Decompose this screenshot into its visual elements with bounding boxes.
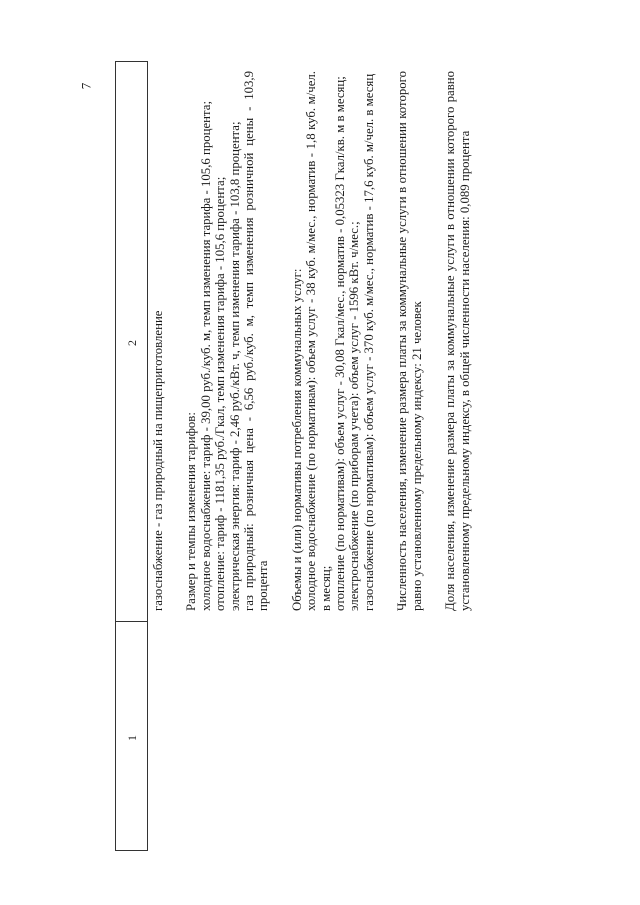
table-column-divider (115, 621, 147, 622)
tariff-cold-water: холодное водоснабжение: тариф - 39,00 руб./куб. м, темп изменения тарифа - 105,6 процента; (198, 101, 213, 611)
tariff-gas: газ природный: розничная цена - 6,56 руб./куб. м, темп изменения розничной цены - 103,9 процента (242, 71, 271, 611)
population-share: Доля населения, изменение размера платы за коммунальные услуги в отношении которого равно установленному предельному индексу, в общей численности населения: 0,089 процента (443, 71, 472, 611)
volumes-heading: Объемы и (или) нормативы потребления коммунальных услуг: (289, 268, 304, 611)
table-top-border (115, 61, 116, 851)
volume-heating: отопление (по нормативам): объем услуг - 30,08 Гкал/мес., норматив - 0,05323 Гкал/кв. м в месяц; (333, 76, 348, 611)
volume-electricity: электроснабжение (по приборам учета): объем услуг - 1596 кВт. ч/мес.; (347, 221, 362, 611)
volume-gas: газоснабжение (по нормативам): объем услуг - 370 куб. м/мес., норматив - 17,6 куб. м/чел. в месяц (361, 73, 376, 611)
page-number: 7 (78, 82, 94, 90)
column-number-2: 2 (125, 340, 139, 346)
column-number-1: 1 (125, 735, 139, 741)
table-cell-content (151, 71, 472, 611)
rotated-table (115, 51, 555, 851)
tariffs-heading: Размер и темпы изменения тарифов: (184, 412, 199, 611)
volume-cold-water: холодное водоснабжение (по нормативам): объем услуг - 38 куб. м/мес., норматив - 1,8 куб. м/чел. в месяц; (304, 71, 333, 611)
service-heading: газоснабжение - газ природный на пищеприготовление (151, 310, 165, 611)
table-right-border (115, 61, 147, 62)
tariff-electricity: электрическая энергия: тариф - 2,46 руб./кВт. ч, темп изменения тарифа - 103,8 процента; (227, 121, 242, 611)
table-left-border (115, 850, 147, 851)
population-count: Численность населения, изменение размера платы за коммунальные услуги в отношении которого равно установленному предельному индексу: 21 человек (395, 71, 424, 611)
tariff-heating: отопление: тариф - 1181,35 руб./Гкал, темп изменения тарифа - 105,6 процента; (213, 176, 228, 611)
table-header-border (147, 61, 148, 851)
